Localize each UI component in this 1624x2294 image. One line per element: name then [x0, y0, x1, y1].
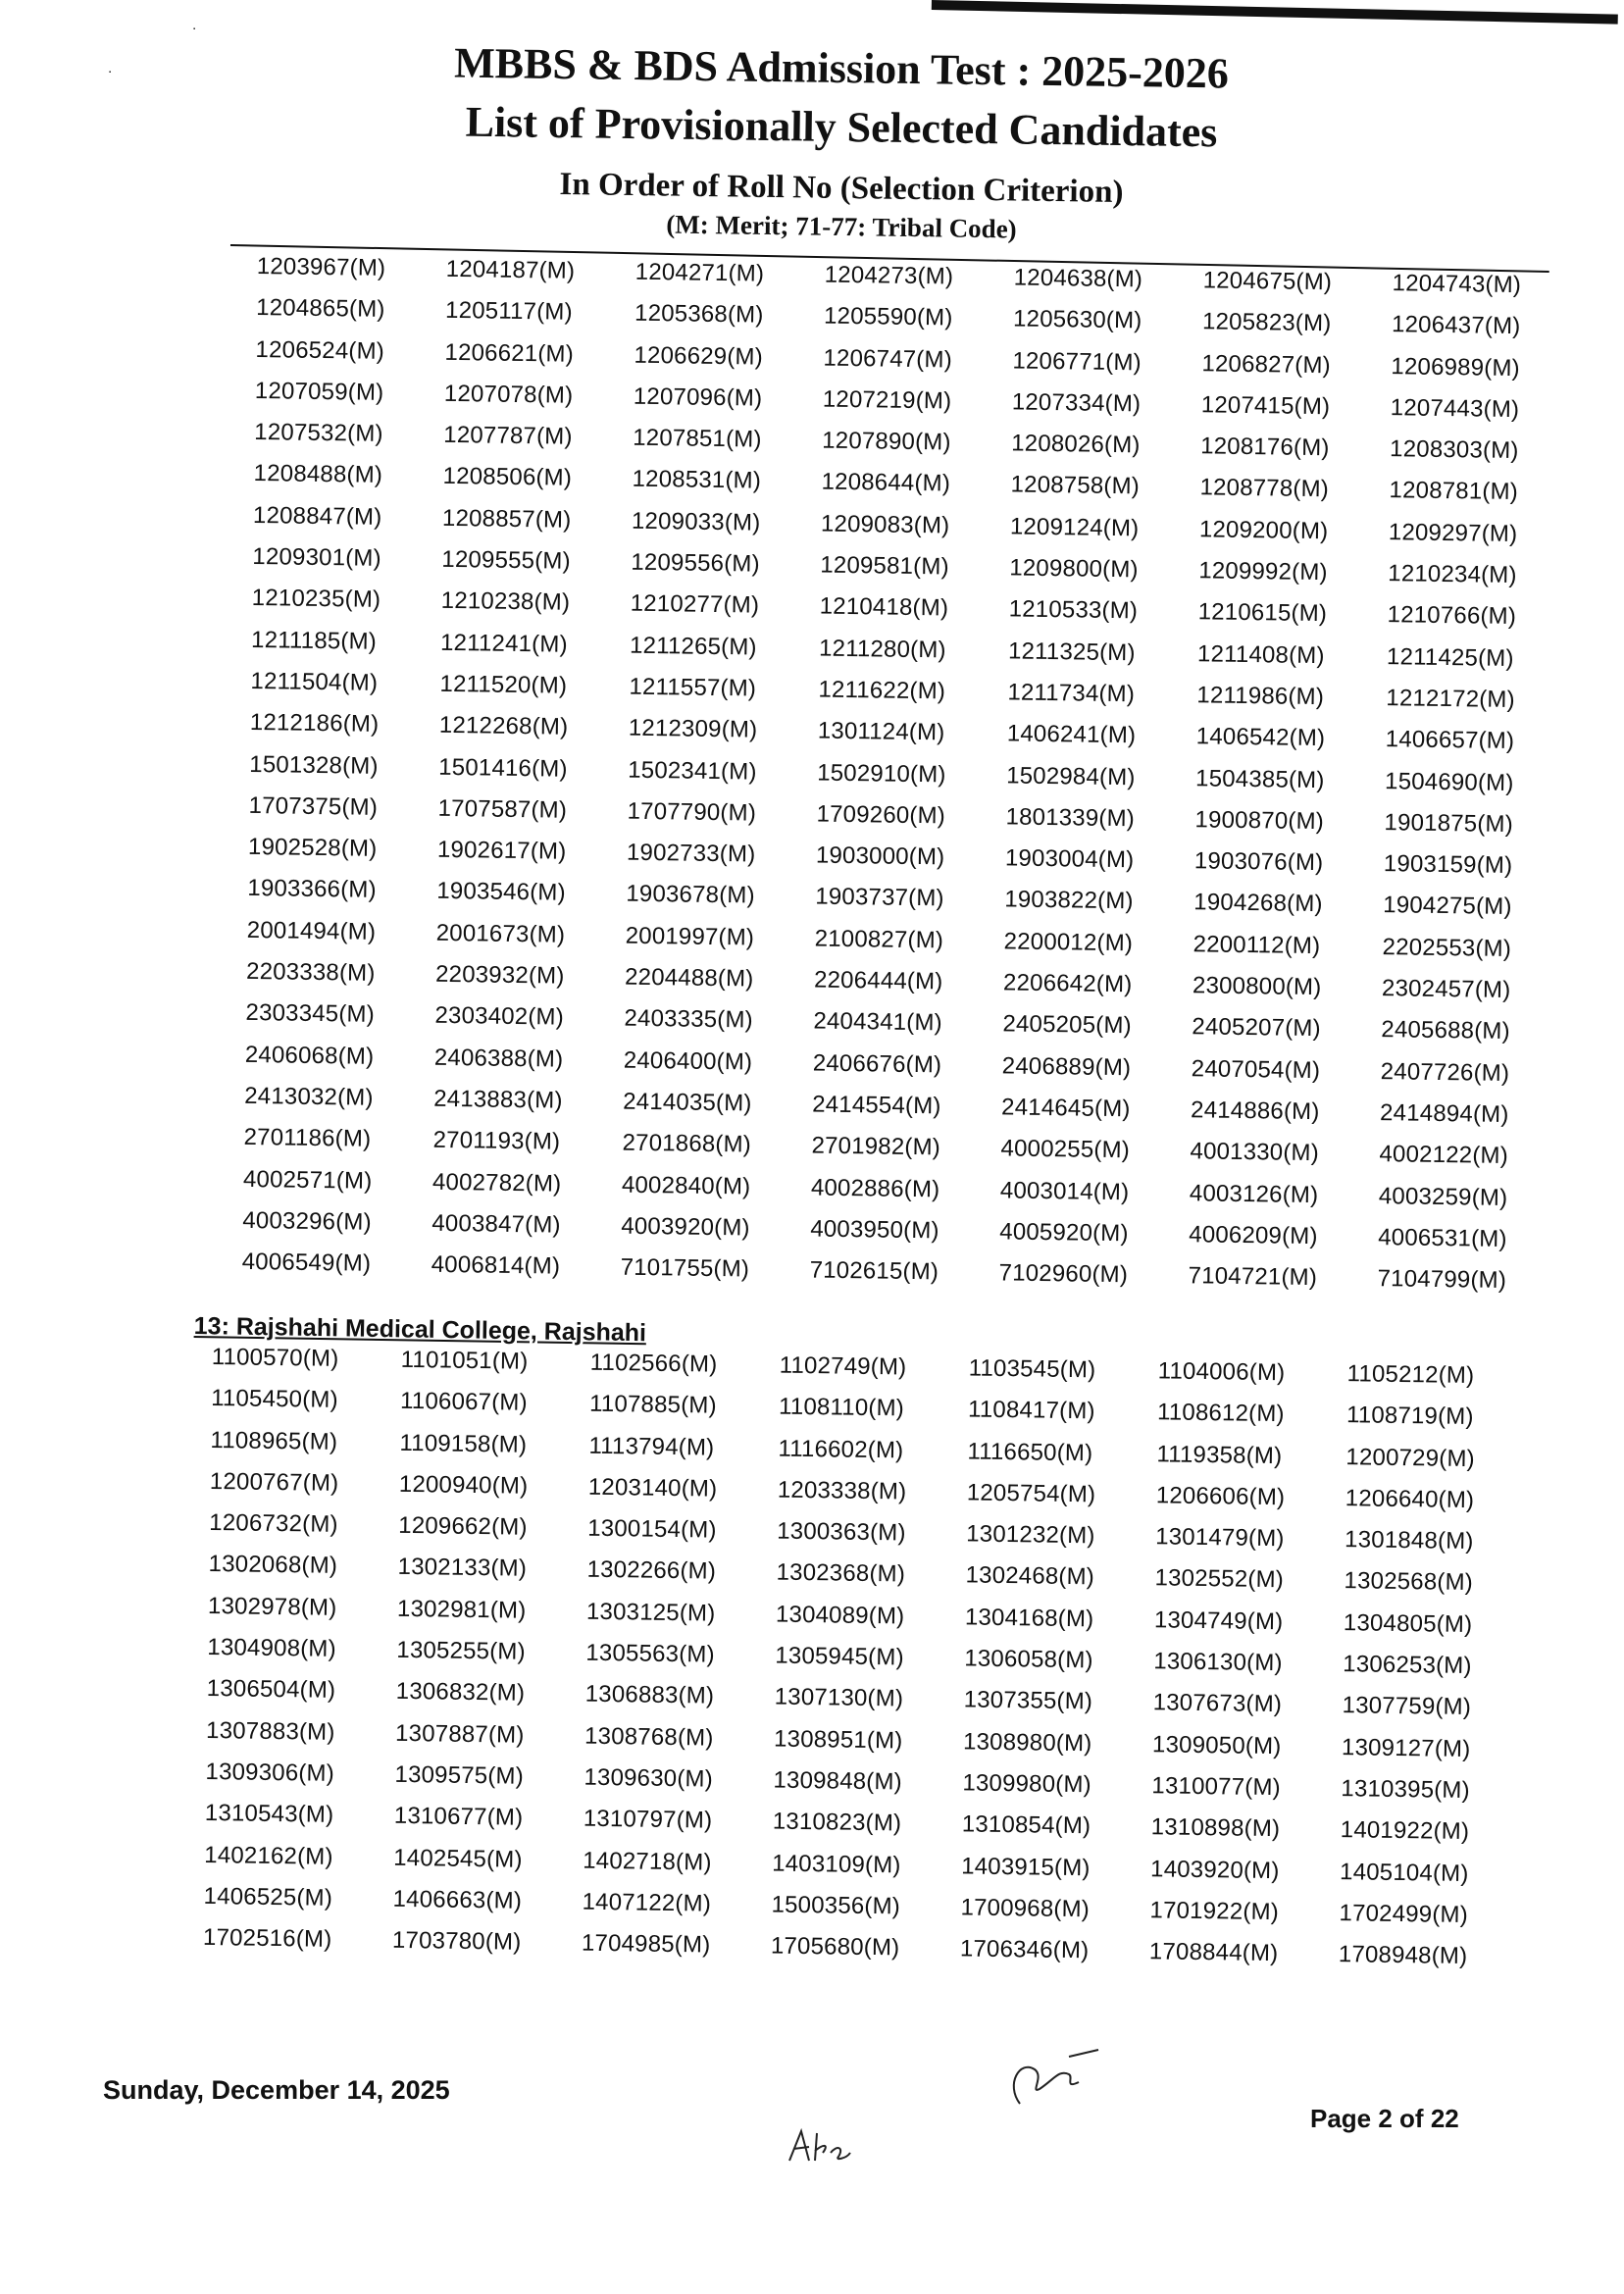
roll-number: 1308980(M)	[962, 1728, 1092, 1758]
roll-number: 1206629(M)	[634, 341, 764, 371]
roll-number: 1108110(M)	[778, 1393, 905, 1422]
roll-number: 1707790(M)	[627, 797, 757, 827]
roll-number: 1705680(M)	[770, 1932, 900, 1962]
roll-number: 2701982(M)	[811, 1132, 941, 1161]
roll-number: 1302468(M)	[965, 1561, 1095, 1591]
roll-number: 1210235(M)	[251, 585, 381, 614]
roll-number: 1102566(M)	[589, 1349, 718, 1378]
roll-number: 1903076(M)	[1193, 847, 1324, 877]
roll-number: 1105212(M)	[1346, 1360, 1475, 1390]
roll-number: 1702516(M)	[202, 1924, 332, 1954]
roll-number: 1209555(M)	[441, 545, 571, 575]
roll-number: 1208176(M)	[1199, 433, 1330, 462]
roll-number: 1300363(M)	[777, 1517, 906, 1547]
roll-number: 2414886(M)	[1190, 1096, 1320, 1126]
roll-number: 1703780(M)	[391, 1926, 522, 1956]
roll-number: 1102749(M)	[779, 1351, 907, 1381]
roll-number: 1207078(M)	[443, 380, 574, 409]
roll-number: 1208778(M)	[1199, 474, 1330, 503]
roll-number: 1403920(M)	[1149, 1855, 1280, 1884]
roll-number: 1200940(M)	[398, 1470, 529, 1500]
selection-criterion: In Order of Roll No (Selection Criterion)	[559, 166, 1124, 211]
roll-number: 1307759(M)	[1342, 1692, 1472, 1721]
roll-number: 1302266(M)	[586, 1556, 717, 1586]
roll-number: 2303402(M)	[434, 1002, 565, 1032]
roll-number: 1205590(M)	[823, 302, 953, 331]
roll-number: 1904275(M)	[1383, 892, 1512, 921]
roll-number: 1301232(M)	[966, 1520, 1095, 1550]
roll-number: 1211734(M)	[1007, 679, 1136, 708]
roll-number: 1210238(M)	[440, 587, 571, 617]
roll-number: 2414035(M)	[623, 1088, 752, 1117]
roll-number: 2406400(M)	[623, 1046, 753, 1076]
roll-number: 1209992(M)	[1198, 557, 1328, 586]
roll-number: 1206606(M)	[1155, 1482, 1286, 1511]
roll-number: 2406889(M)	[1001, 1052, 1132, 1081]
roll-number: 1107885(M)	[588, 1391, 717, 1419]
roll-number: 1210766(M)	[1387, 601, 1517, 631]
roll-number: 1306130(M)	[1153, 1648, 1283, 1677]
initials-icon	[780, 2123, 858, 2167]
roll-number: 1207334(M)	[1011, 388, 1142, 418]
roll-number: 1209662(M)	[398, 1512, 528, 1541]
roll-number: 1211280(M)	[818, 635, 946, 664]
roll-number: 1302133(M)	[397, 1554, 528, 1583]
roll-number: 1211520(M)	[439, 670, 568, 699]
roll-number: 1207415(M)	[1200, 391, 1331, 421]
roll-number: 2414894(M)	[1379, 1099, 1509, 1128]
roll-number: 1207787(M)	[443, 422, 573, 450]
roll-number: 1903737(M)	[815, 883, 944, 912]
roll-number: 1206771(M)	[1012, 347, 1142, 376]
roll-number: 2414645(M)	[1000, 1094, 1131, 1123]
roll-number: 1306504(M)	[206, 1675, 336, 1705]
roll-number: 1402162(M)	[204, 1841, 333, 1870]
roll-number: 1211265(M)	[629, 632, 757, 661]
roll-number: 4003296(M)	[242, 1206, 372, 1236]
roll-number: 1206732(M)	[209, 1509, 338, 1539]
roll-number: 1302981(M)	[396, 1595, 527, 1624]
roll-number: 2206642(M)	[1002, 969, 1133, 998]
roll-number: 1207851(M)	[633, 424, 762, 453]
roll-number: 1208026(M)	[1011, 430, 1141, 459]
roll-number: 2203338(M)	[245, 957, 376, 987]
roll-number: 1207443(M)	[1390, 394, 1520, 424]
roll-number: 2405205(M)	[1002, 1010, 1133, 1040]
roll-number: 1207096(M)	[633, 382, 763, 412]
roll-number: 1902617(M)	[436, 836, 567, 865]
roll-number: 2302457(M)	[1381, 975, 1511, 1004]
roll-number: 1209124(M)	[1009, 513, 1140, 542]
roll-number: 1406525(M)	[203, 1882, 333, 1912]
roll-number: 1211325(M)	[1007, 637, 1136, 667]
roll-number: 2405688(M)	[1381, 1016, 1510, 1045]
roll-number: 1309980(M)	[962, 1769, 1092, 1799]
roll-number: 1205823(M)	[1201, 308, 1332, 337]
roll-number: 1207219(M)	[822, 385, 952, 415]
roll-number: 1204743(M)	[1392, 270, 1522, 299]
roll-number: 7104721(M)	[1188, 1262, 1318, 1292]
roll-number: 1208758(M)	[1010, 471, 1141, 500]
roll-number: 1103545(M)	[968, 1354, 1096, 1384]
continued-roll-list	[241, 253, 1582, 1309]
roll-number: 1210615(M)	[1197, 598, 1328, 628]
roll-number: 2001494(M)	[246, 916, 377, 945]
roll-number: 2200112(M)	[1193, 930, 1321, 959]
roll-number: 7102960(M)	[998, 1259, 1129, 1289]
roll-number: 1903159(M)	[1383, 850, 1513, 880]
roll-number: 1210533(M)	[1008, 595, 1139, 625]
roll-number: 2701193(M)	[432, 1126, 561, 1155]
roll-number: 1708948(M)	[1338, 1941, 1468, 1970]
roll-number: 1504385(M)	[1194, 764, 1325, 793]
roll-number: 1306058(M)	[964, 1645, 1093, 1674]
roll-number: 1203967(M)	[256, 253, 386, 281]
roll-number: 1306883(M)	[584, 1681, 715, 1710]
roll-number: 1403109(M)	[772, 1850, 901, 1879]
roll-number: 1200767(M)	[209, 1467, 339, 1497]
roll-number: 1301124(M)	[817, 717, 945, 746]
roll-number: 1211622(M)	[818, 676, 946, 705]
roll-number: 4002886(M)	[810, 1174, 940, 1202]
roll-number: 1701922(M)	[1149, 1897, 1280, 1926]
roll-number: 1303125(M)	[585, 1598, 716, 1627]
roll-number: 1300154(M)	[587, 1514, 717, 1544]
roll-number: 1302978(M)	[207, 1592, 337, 1621]
footer-date: Sunday, December 14, 2025	[103, 2075, 450, 2105]
roll-number: 2414554(M)	[811, 1091, 941, 1120]
roll-number: 1211557(M)	[629, 673, 757, 702]
roll-number: 1504690(M)	[1384, 767, 1514, 796]
roll-number: 1702499(M)	[1339, 1899, 1469, 1928]
roll-number: 1208644(M)	[821, 469, 951, 497]
roll-number: 1903000(M)	[815, 841, 945, 871]
roll-number: 1302568(M)	[1344, 1567, 1474, 1597]
code-legend: (M: Merit; 71-77: Tribal Code)	[666, 209, 1017, 244]
roll-number: 1211185(M)	[250, 626, 378, 655]
roll-number: 2206444(M)	[813, 966, 943, 995]
roll-number: 1308951(M)	[773, 1725, 903, 1755]
signature-icon	[1000, 2045, 1108, 2114]
roll-number: 1305563(M)	[585, 1639, 715, 1668]
roll-number: 1108965(M)	[210, 1426, 338, 1455]
roll-number: 1204187(M)	[445, 255, 576, 284]
roll-number: 1208531(M)	[632, 466, 762, 495]
roll-number: 4003950(M)	[810, 1215, 939, 1245]
roll-number: 7102615(M)	[809, 1256, 939, 1286]
roll-number: 1208506(M)	[442, 463, 573, 492]
roll-number: 1204638(M)	[1013, 264, 1143, 293]
roll-number: 1208781(M)	[1389, 477, 1519, 506]
roll-number: 1206640(M)	[1345, 1485, 1475, 1514]
roll-number: 1209581(M)	[820, 551, 949, 581]
roll-number: 1309848(M)	[773, 1766, 903, 1796]
roll-number: 1502910(M)	[817, 759, 946, 789]
roll-number: 4002840(M)	[621, 1171, 751, 1200]
roll-number: 4006209(M)	[1189, 1221, 1318, 1249]
roll-number: 1204273(M)	[824, 261, 954, 290]
rajshahi-roll-list	[203, 1344, 1537, 1985]
roll-number: 2701868(M)	[622, 1129, 752, 1158]
roll-number: 1402718(M)	[583, 1847, 712, 1876]
roll-number: 2403335(M)	[624, 1004, 754, 1034]
roll-number: 1205117(M)	[444, 297, 573, 327]
roll-number: 1204675(M)	[1202, 267, 1333, 296]
roll-number: 1304168(M)	[964, 1604, 1094, 1633]
roll-number: 1401922(M)	[1340, 1816, 1470, 1846]
roll-number: 1212186(M)	[249, 709, 380, 739]
roll-number: 1304805(M)	[1343, 1608, 1473, 1638]
roll-number: 2413032(M)	[244, 1082, 374, 1111]
roll-number: 1205368(M)	[634, 300, 764, 329]
roll-number: 1310395(M)	[1341, 1775, 1471, 1805]
roll-number: 1306253(M)	[1343, 1651, 1472, 1680]
roll-number: 4003847(M)	[431, 1209, 561, 1239]
page-title: MBBS & BDS Admission Test : 2025-2026	[453, 38, 1230, 98]
roll-number: 1406542(M)	[1195, 723, 1326, 752]
roll-number: 1308768(M)	[584, 1722, 714, 1752]
roll-number: 1207059(M)	[254, 377, 384, 406]
roll-number: 1212172(M)	[1386, 685, 1516, 714]
roll-number: 1105450(M)	[210, 1385, 338, 1414]
roll-number: 1101051(M)	[400, 1346, 529, 1375]
roll-number: 1206524(M)	[255, 335, 385, 365]
roll-number: 1307355(M)	[963, 1686, 1093, 1715]
roll-number: 1304089(M)	[775, 1601, 905, 1630]
roll-number: 2001997(M)	[625, 922, 755, 951]
roll-number: 2204488(M)	[624, 963, 754, 993]
roll-number: 1209200(M)	[1198, 516, 1329, 545]
roll-number: 1406657(M)	[1385, 726, 1515, 755]
roll-number: 1116602(M)	[778, 1435, 904, 1464]
roll-number: 1119358(M)	[1156, 1440, 1283, 1469]
roll-number: 1309575(M)	[394, 1760, 525, 1790]
scan-speck: ˙	[108, 69, 114, 88]
roll-number: 1302068(M)	[208, 1551, 338, 1580]
roll-number: 1305255(M)	[396, 1636, 526, 1665]
roll-number: 1903366(M)	[247, 875, 377, 904]
roll-number: 7104799(M)	[1377, 1265, 1507, 1295]
roll-number: 2413883(M)	[433, 1085, 563, 1114]
roll-number: 1211986(M)	[1196, 682, 1325, 711]
roll-number: 1203140(M)	[587, 1473, 718, 1503]
roll-number: 1209800(M)	[1009, 554, 1139, 584]
roll-number: 1801339(M)	[1005, 803, 1136, 833]
roll-number: 1310823(M)	[772, 1808, 902, 1837]
roll-number: 1700968(M)	[960, 1894, 1091, 1923]
roll-number: 1307883(M)	[205, 1716, 335, 1746]
roll-number: 1403915(M)	[960, 1852, 1091, 1881]
roll-number: 4003920(M)	[621, 1212, 750, 1242]
roll-number: 1209556(M)	[631, 548, 760, 578]
document-header	[0, 39, 1624, 243]
college-section-title: 13: Rajshahi Medical College, Rajshahi	[193, 1312, 647, 1348]
roll-number: 1204865(M)	[255, 294, 385, 324]
roll-number: 1904268(M)	[1193, 889, 1323, 918]
roll-number: 1211408(M)	[1196, 639, 1325, 669]
roll-number: 1707587(M)	[437, 794, 568, 824]
roll-number: 1903678(M)	[626, 881, 755, 910]
roll-number: 1209083(M)	[820, 510, 950, 539]
roll-number: 1307673(M)	[1152, 1689, 1283, 1718]
roll-number: 1304749(M)	[1153, 1606, 1284, 1636]
page-subtitle: List of Provisionally Selected Candidates	[465, 97, 1218, 157]
roll-number: 2701186(M)	[243, 1124, 372, 1153]
roll-number: 1309050(M)	[1151, 1730, 1282, 1759]
roll-number: 1203338(M)	[777, 1476, 907, 1505]
roll-number: 1310797(M)	[583, 1805, 713, 1834]
roll-number: 1209301(M)	[252, 543, 382, 572]
roll-number: 1208303(M)	[1389, 435, 1519, 465]
roll-number: 1212309(M)	[628, 714, 758, 743]
roll-number: 1309127(M)	[1341, 1733, 1471, 1762]
roll-number: 1206747(M)	[823, 344, 953, 374]
roll-number: 1903822(M)	[1004, 886, 1134, 915]
roll-number: 1106067(M)	[399, 1388, 528, 1417]
roll-number: 4006549(M)	[241, 1249, 372, 1277]
roll-number: 1207532(M)	[254, 419, 383, 448]
roll-number: 1200729(M)	[1345, 1443, 1476, 1472]
roll-number: 1310677(M)	[393, 1803, 524, 1832]
roll-number: 2407054(M)	[1191, 1054, 1321, 1084]
roll-number: 4003126(M)	[1189, 1179, 1319, 1208]
roll-number: 1902733(M)	[626, 839, 756, 868]
roll-number: 1211425(M)	[1386, 642, 1514, 672]
roll-number: 1302552(M)	[1154, 1564, 1285, 1594]
roll-number: 1309306(M)	[205, 1758, 335, 1787]
roll-number: 1310543(M)	[204, 1800, 334, 1829]
roll-number: 2405207(M)	[1192, 1013, 1322, 1043]
roll-number: 4006531(M)	[1378, 1223, 1507, 1252]
roll-number: 1205754(M)	[966, 1479, 1096, 1508]
roll-number: 1210418(M)	[819, 592, 949, 622]
roll-number: 1903004(M)	[1004, 844, 1135, 874]
roll-number: 1405104(M)	[1339, 1858, 1469, 1887]
page-number: Page 2 of 22	[1310, 2104, 1459, 2133]
roll-number: 1406241(M)	[1006, 720, 1137, 749]
roll-number: 4000255(M)	[1000, 1135, 1131, 1164]
roll-number: 1307887(M)	[394, 1719, 525, 1749]
roll-number: 1104006(M)	[1157, 1357, 1286, 1387]
roll-number: 2100827(M)	[814, 925, 944, 954]
roll-number: 1301848(M)	[1344, 1526, 1474, 1555]
roll-number: 1206827(M)	[1201, 349, 1332, 379]
roll-number: 1500356(M)	[771, 1891, 901, 1920]
roll-number: 4003259(M)	[1378, 1182, 1508, 1211]
roll-number: 1211241(M)	[439, 629, 568, 658]
roll-number: 1900870(M)	[1194, 806, 1325, 836]
roll-number: 1100570(M)	[211, 1344, 339, 1372]
roll-number: 1902528(M)	[247, 834, 378, 863]
roll-number: 1708844(M)	[1148, 1938, 1279, 1967]
roll-number: 4002122(M)	[1379, 1141, 1509, 1170]
roll-number: 1305945(M)	[775, 1642, 904, 1671]
roll-number: 2404341(M)	[813, 1007, 943, 1037]
roll-number: 1304908(M)	[207, 1634, 337, 1662]
roll-number: 7101755(M)	[620, 1253, 750, 1283]
roll-number: 1306832(M)	[395, 1678, 526, 1708]
roll-number: 1402545(M)	[393, 1844, 523, 1873]
roll-number: 1205630(M)	[1012, 305, 1142, 334]
roll-number: 1310854(M)	[961, 1810, 1091, 1840]
roll-grid	[203, 1344, 1537, 1985]
roll-number: 1209033(M)	[631, 507, 761, 536]
roll-number: 1707375(M)	[248, 791, 379, 821]
roll-number: 1309630(M)	[584, 1763, 714, 1793]
roll-number: 4003014(M)	[999, 1176, 1130, 1205]
roll-number: 2303345(M)	[245, 999, 376, 1029]
roll-number: 1212268(M)	[438, 712, 569, 741]
roll-number: 1903546(M)	[436, 878, 566, 907]
roll-number: 1116650(M)	[967, 1438, 1093, 1466]
roll-grid	[241, 253, 1582, 1309]
roll-number: 1109158(M)	[399, 1429, 528, 1458]
roll-number: 1108719(M)	[1345, 1402, 1474, 1431]
roll-number: 1310898(M)	[1150, 1813, 1281, 1843]
roll-number: 4002571(M)	[242, 1165, 373, 1195]
roll-number: 1207890(M)	[822, 427, 951, 456]
roll-number: 1210234(M)	[1388, 560, 1517, 589]
roll-number: 4002782(M)	[431, 1168, 562, 1198]
roll-number: 1502984(M)	[1005, 761, 1136, 790]
roll-number: 1208488(M)	[253, 460, 383, 489]
roll-number: 1706346(M)	[959, 1935, 1090, 1964]
roll-number: 1302368(M)	[776, 1559, 906, 1588]
roll-number: 2407726(M)	[1380, 1057, 1510, 1087]
roll-number: 1113794(M)	[588, 1432, 715, 1461]
roll-number: 1211504(M)	[250, 667, 379, 696]
roll-number: 1501416(M)	[438, 753, 568, 783]
scan-speck: ˙	[192, 25, 198, 45]
roll-number: 1206621(M)	[444, 338, 575, 368]
roll-number: 4001330(M)	[1190, 1138, 1320, 1167]
roll-number: 2406676(M)	[812, 1049, 942, 1079]
roll-number: 1108612(M)	[1156, 1399, 1285, 1428]
roll-number: 1307130(M)	[774, 1683, 904, 1712]
roll-number: 2001673(M)	[435, 919, 566, 948]
roll-number: 4006814(M)	[431, 1250, 561, 1280]
roll-number: 1210277(M)	[630, 590, 760, 620]
roll-number: 4005920(M)	[999, 1218, 1129, 1248]
roll-number: 1301479(M)	[1154, 1523, 1285, 1553]
roll-number: 1901875(M)	[1384, 808, 1514, 838]
roll-number: 1704985(M)	[581, 1929, 711, 1959]
roll-number: 1204271(M)	[634, 258, 765, 287]
roll-number: 1208847(M)	[252, 501, 382, 531]
roll-number: 2406068(M)	[244, 1041, 375, 1070]
roll-number: 1501328(M)	[249, 750, 379, 780]
roll-number: 1407122(M)	[582, 1888, 712, 1917]
roll-number: 1108417(M)	[967, 1396, 1095, 1425]
roll-number: 2200012(M)	[1003, 928, 1134, 957]
roll-number: 2406388(M)	[433, 1044, 564, 1073]
roll-number: 1208857(M)	[441, 504, 572, 534]
roll-number: 1310077(M)	[1151, 1772, 1282, 1802]
roll-number: 1206989(M)	[1391, 352, 1521, 382]
roll-number: 2300800(M)	[1192, 972, 1322, 1001]
roll-number: 1406663(M)	[392, 1885, 523, 1914]
roll-number: 1209297(M)	[1388, 518, 1518, 547]
roll-number: 1709260(M)	[816, 800, 946, 830]
roll-number: 1206437(M)	[1391, 311, 1521, 340]
roll-number: 1502341(M)	[628, 756, 757, 786]
roll-number: 2202553(M)	[1382, 933, 1512, 962]
roll-number: 2203932(M)	[434, 960, 565, 990]
